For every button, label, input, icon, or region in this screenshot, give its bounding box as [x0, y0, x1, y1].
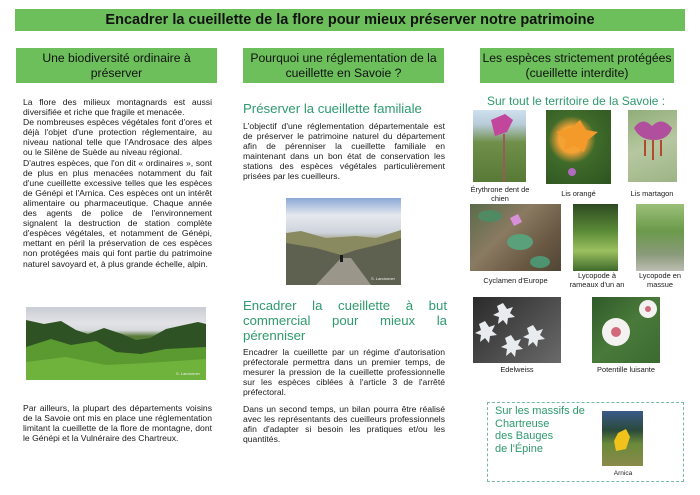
massifs-line: Sur les massifs de	[495, 405, 585, 417]
section-title-commercial-picking: Encadrer la cueillette à but commercial pour mieux la pérenniser	[243, 298, 447, 343]
photo-credit: S. Landonner	[175, 371, 200, 376]
massifs-line: Chartreuse	[495, 417, 550, 430]
section-title-family-picking: Préserver la cueillette familiale	[243, 101, 422, 116]
section-text-commercial-2: Dans un second temps, un bilan pourra être réalisé avec les représentants des cueilleurs professionnels afin d'adapter si besoin les pratiques et/ou les quantités.	[243, 404, 445, 445]
species-photo-lis-martagon	[628, 110, 677, 182]
cyclamen-graphic	[470, 204, 561, 271]
orange-lily-graphic	[546, 110, 611, 184]
page-title: Encadrer la cueillette de la flore pour mieux préserver notre patrimoine	[105, 12, 595, 28]
column1-paragraph: D'autres espèces, que l'on dit « ordinaires », sont de plus en plus menacées notamment du fait d'une cueillette excessive telles que les espèces de Génépi et l'Arnica. Ces espèces ont un intérêt alimentaire ou pharmaceutique. Chaque année des agents de police de l'environnement signalent la destruction de station complète d'espèces végétales, et notamment de Génépi, mettant en péril la préservation de ces espèces non protégées mais qui font partie du patrimoine naturel savoyard et, à plus grande échelle, alpin.	[23, 157, 212, 269]
mountain-landscape-photo	[26, 307, 206, 380]
page-title-banner	[15, 9, 685, 31]
species-caption: Potentille luisante	[597, 365, 655, 374]
edelweiss-graphic	[473, 297, 561, 363]
photo-credit: S. Landonner	[370, 276, 395, 281]
massifs-line: des Bauges	[495, 430, 554, 442]
massifs-title	[495, 405, 605, 455]
column1-paragraph: La flore des milieux montagnards est aussi diversifiée et riche que fragile et menacée.	[23, 97, 212, 118]
potentille-graphic	[592, 297, 660, 363]
territory-title: Sur tout le territoire de la Savoie :	[487, 94, 666, 108]
column1-heading: Une biodiversité ordinaire à préserver	[16, 48, 217, 83]
column2-heading: Pourquoi une réglementation de la cueillette en Savoie ?	[243, 48, 444, 83]
arnica-flower-graphic	[602, 411, 643, 466]
mountain-trail-graphic	[286, 198, 401, 285]
column3-heading: Les espèces strictement protégées (cueillette interdite)	[480, 48, 674, 83]
species-caption: Arnica	[613, 470, 633, 477]
species-caption: Érythrone dent de chien	[470, 185, 530, 203]
mountain-silhouette	[26, 307, 206, 380]
species-photo-lis-orange	[546, 110, 611, 184]
species-photo-lycopode-massue	[636, 204, 684, 271]
species-photo-arnica	[602, 411, 643, 466]
column1-closing: Par ailleurs, la plupart des départements voisins de la Savoie ont mis en place une réglementation limitant la cueillette de la flore de montagne, dont le Génépi et la Vulnéraire des Chartreux.	[23, 403, 212, 444]
species-photo-lycopode-rameaux	[573, 204, 618, 271]
column1-body	[23, 97, 212, 269]
species-photo-potentille	[592, 297, 660, 363]
species-caption: Lycopode à rameaux d'un an	[569, 271, 625, 289]
massifs-line: de l'Épine	[495, 442, 543, 455]
species-photo-edelweiss	[473, 297, 561, 363]
species-photo-cyclamen	[470, 204, 561, 271]
section-text-family-picking: L'objectif d'une réglementation départementale est de préserver le patrimoine naturel du département afin de pérenniser la cueillette familiale en maintenant dans un bon état de conservation les stations des espèces végétales particulièrement prisées par les cueilleurs.	[243, 121, 445, 182]
species-caption: Lis orangé	[561, 189, 596, 198]
species-caption: Lis martagon	[630, 189, 674, 198]
martagon-lily-graphic	[628, 110, 677, 182]
section-text-commercial-1: Encadrer la cueillette par un régime d'autorisation préfectorale permettra dans un premier temps, de mesurer la pression de la cueillette professionnelle sur les espèces ciblées à l'article 3 de l'arrêté préfectoral.	[243, 347, 445, 398]
pink-flower-graphic	[473, 110, 526, 182]
species-caption: Edelweiss	[500, 365, 534, 374]
species-photo-erythrone	[473, 110, 526, 182]
species-caption: Cyclamen d'Europe	[483, 276, 548, 285]
column1-paragraph: De nombreuses espèces végétales font d'ores et déjà l'objet d'une protection réglementaire, au niveau national telle que l'Androsace des alpes ou le Silène de Suède au niveau régional.	[23, 117, 212, 158]
hiker-mountain-photo	[286, 198, 401, 285]
species-caption: Lycopode en massue	[638, 271, 682, 289]
